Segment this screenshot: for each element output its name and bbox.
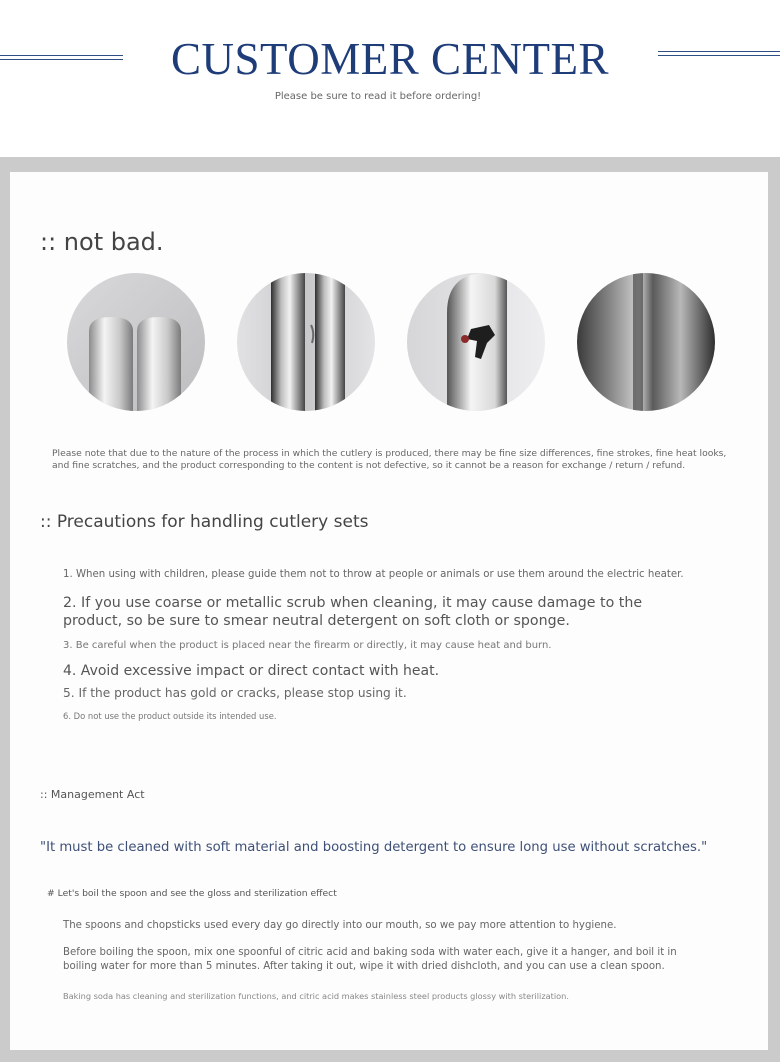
precaution-item-6: 6. Do not use the product outside its intended use. (63, 711, 277, 721)
management-title: :: Management Act (40, 788, 145, 801)
page-title: CUSTOMER CENTER (171, 34, 609, 84)
precaution-item-3: 3. Be careful when the product is placed near the firearm or directly, it may cause heat and burn. (63, 640, 552, 651)
page-subtitle: Please be sure to read it before ordering! (274, 91, 482, 102)
precaution-item-2-line-1: 2. If you use coarse or metallic scrub when cleaning, it may cause damage to the (63, 595, 643, 611)
management-paragraph-2-line-2: boiling water for more than 5 minutes. After taking it out, wipe it with dried dishcloth, and you can use a clean spoon. (63, 961, 665, 972)
handle-groove-closeup-image (577, 273, 715, 411)
precaution-item-4: 4. Avoid excessive impact or direct contact with heat. (63, 663, 440, 679)
management-paragraph-1: The spoons and chopsticks used every day go directly into our mouth, so we pay more attention to hygiene. (63, 920, 617, 931)
management-paragraph-3: Baking soda has cleaning and sterilization functions, and citric acid makes stainless steel products glossy with sterilization. (63, 991, 569, 1001)
chopstick-dark-spot-closeup-image (407, 273, 545, 411)
management-subheading: # Let's boil the spoon and see the gloss and sterilization effect (47, 888, 337, 899)
precaution-item-1: 1. When using with children, please guide them not to throw at people or animals or use them around the electric heater. (63, 569, 684, 580)
not-bad-title: :: not bad. (40, 228, 164, 256)
spoon-handles-closeup-image (67, 273, 205, 411)
management-quote: "It must be cleaned with soft material and boosting detergent to ensure long use without scratches." (40, 840, 708, 855)
precaution-item-2-line-2: product, so be sure to smear neutral detergent on soft cloth or sponge. (63, 613, 570, 629)
defect-note-line-2: and fine scratches, and the product corresponding to the content is not defective, so it cannot be a reason for exchange / return / refund. (52, 460, 686, 471)
precautions-title: :: Precautions for handling cutlery sets (40, 512, 369, 532)
defect-note-line-1: Please note that due to the nature of the process in which the cutlery is produced, there may be fine size differences, fine strokes, fine heat looks, (52, 448, 727, 459)
precaution-item-5: 5. If the product has gold or cracks, please stop using it. (63, 686, 407, 700)
chopstick-fine-stroke-closeup-image (237, 273, 375, 411)
management-paragraph-2-line-1: Before boiling the spoon, mix one spoonful of citric acid and baking soda with water each, give it a hanger, and boil it in (63, 947, 677, 958)
